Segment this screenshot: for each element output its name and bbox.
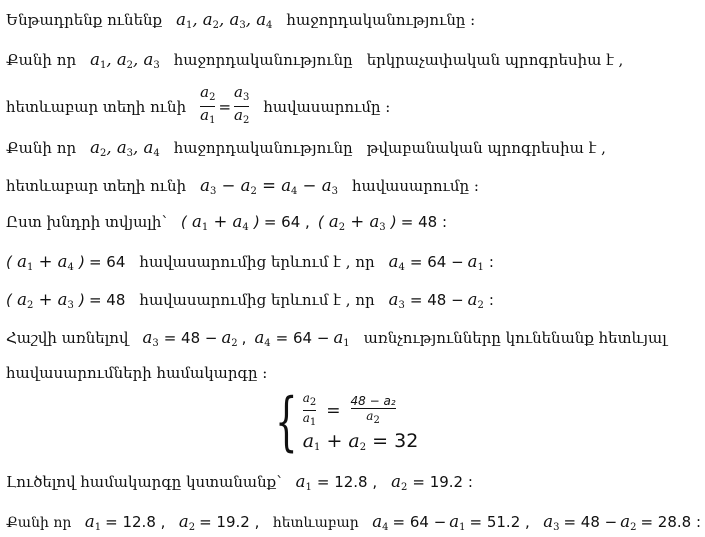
math: $a_4$: [254, 328, 271, 349]
sum-equation: $a_1 + a_2 = 32$: [302, 430, 419, 453]
value: = 48 −: [163, 329, 218, 347]
value: = 12.8 ,: [105, 513, 166, 531]
line-5: [6, 176, 701, 197]
line-8: ( $a_2 + a_3$ ) = 48 հավասարումից երևում է , որ $a_3$ = 48 − $a_2$ :: [6, 290, 494, 311]
math: $a_2$, $a_3$, $a_4$: [90, 138, 160, 159]
line-4: [6, 138, 701, 159]
text: հաջորդականությունը: [173, 139, 353, 157]
text: հաջորդականությունը: [173, 51, 353, 69]
fraction: $\frac{a_2}{a_1}$: [302, 391, 317, 428]
text: Լուծելով համակարգը կստանանք՝: [6, 473, 282, 491]
value: = 51.2 ,: [469, 513, 530, 531]
value: = 48 −: [563, 513, 618, 531]
value: = 64 −: [392, 513, 447, 531]
line-1: [6, 10, 701, 31]
text: Ըստ խնդրի տվյալի՝: [6, 213, 167, 231]
text: Ենթադրենք ունենք: [6, 11, 163, 29]
text: հավասարումից երևում է , որ: [139, 291, 375, 309]
text: հավասարումների համակարգը :: [6, 364, 268, 382]
value: = 64: [88, 253, 126, 271]
text: հավասարումը :: [263, 97, 391, 116]
math-seq: $a_1$, $a_2$, $a_3$, $a_4$: [176, 10, 273, 31]
value: = 28.8 :: [640, 513, 702, 531]
math: ( $a_2 + a_3$ ): [317, 212, 397, 233]
line-7: ( $a_1 + a_4$ ) = 64 հավասարումից երևում է , որ $a_4$ = 64 − $a_1$ :: [6, 252, 494, 273]
text: հետևաբար տեղի ունի: [6, 177, 187, 195]
text: երկրաչափական պրոգրեսիա է ,: [366, 51, 624, 69]
text: առնչությունները կունենանք հետևյալ: [363, 329, 667, 347]
math: $a_1$, $a_2$, $a_3$: [90, 50, 160, 71]
line-2: [6, 50, 701, 71]
value: = 64 −: [275, 329, 330, 347]
value: = 12.8 ,: [316, 473, 378, 491]
line-11: [6, 472, 701, 493]
text: հետևաբար: [272, 515, 359, 531]
fraction: $\frac{\text{48 − a₂}}{a_2}$: [350, 393, 396, 426]
text: հետևաբար տեղի ունի: [6, 97, 187, 116]
math: ( $a_1 + a_4$ ): [6, 252, 85, 273]
value: = 48: [88, 291, 126, 309]
math: $a_2$: [391, 472, 408, 493]
text: հավասարումը :: [351, 177, 479, 195]
value: = 48 :: [400, 213, 448, 231]
line-12: [6, 512, 701, 533]
math: $a_1$: [333, 328, 350, 349]
math: $a_2$: [467, 290, 484, 311]
text: Քանի որ: [6, 51, 77, 69]
fraction: $\frac{a_3}{a_2}$: [234, 83, 250, 126]
math: ( $a_2 + a_3$ ): [6, 290, 85, 311]
text: թվաբանական պրոգրեսիա է ,: [366, 139, 606, 157]
value: = 19.2 :: [412, 473, 473, 491]
fraction: $\frac{a_2}{a_1}$: [200, 83, 216, 126]
math: $a_1$: [295, 472, 312, 493]
value: = 64 −: [409, 253, 464, 271]
line-3: հետևաբար տեղի ունի $\frac{a_2}{a_1}$ = $\frac{a_3}{a_2}$ հավասարումը :: [6, 84, 701, 129]
equation-system: { $\frac{a_2}{a_1}$ = $\frac{\text{48 − a₂}}{a_2}$ $a_1 + a_2 = 32$: [275, 385, 419, 459]
math: $a_1$: [449, 512, 466, 533]
math: $a_4$: [388, 252, 405, 273]
math: $a_2$: [221, 328, 238, 349]
line-6: [6, 212, 701, 233]
text: Հաշվի առնելով: [6, 329, 129, 347]
math: $a_3$: [543, 512, 560, 533]
math: $a_1$: [84, 512, 102, 533]
math: $a_3$: [388, 290, 405, 311]
math: $a_1$: [467, 252, 484, 273]
line-10: [6, 364, 701, 382]
text: հաջորդականությունը :: [286, 11, 476, 29]
text: Քանի որ: [6, 515, 72, 531]
value: = 64 ,: [263, 213, 310, 231]
value: = 19.2 ,: [199, 513, 260, 531]
text: Քանի որ: [6, 139, 77, 157]
math: $a_3$: [142, 328, 159, 349]
math: ( $a_1 + a_4$ ): [180, 212, 260, 233]
math: $a_3 - a_2 = a_4 - a_3$: [200, 176, 338, 197]
brace: {: [275, 385, 298, 459]
math: $a_2$: [178, 512, 196, 533]
text: հավասարումից երևում է , որ: [139, 253, 375, 271]
math: $a_2$: [620, 512, 637, 533]
line-9: Հաշվի առնելով $a_3$ = 48 − $a_2$ , $a_4$ = 64 − $a_1$ առնչությունները կունենանք հետևյալ: [6, 328, 667, 349]
value: = 48 −: [409, 291, 464, 309]
math: $a_4$: [372, 512, 389, 533]
